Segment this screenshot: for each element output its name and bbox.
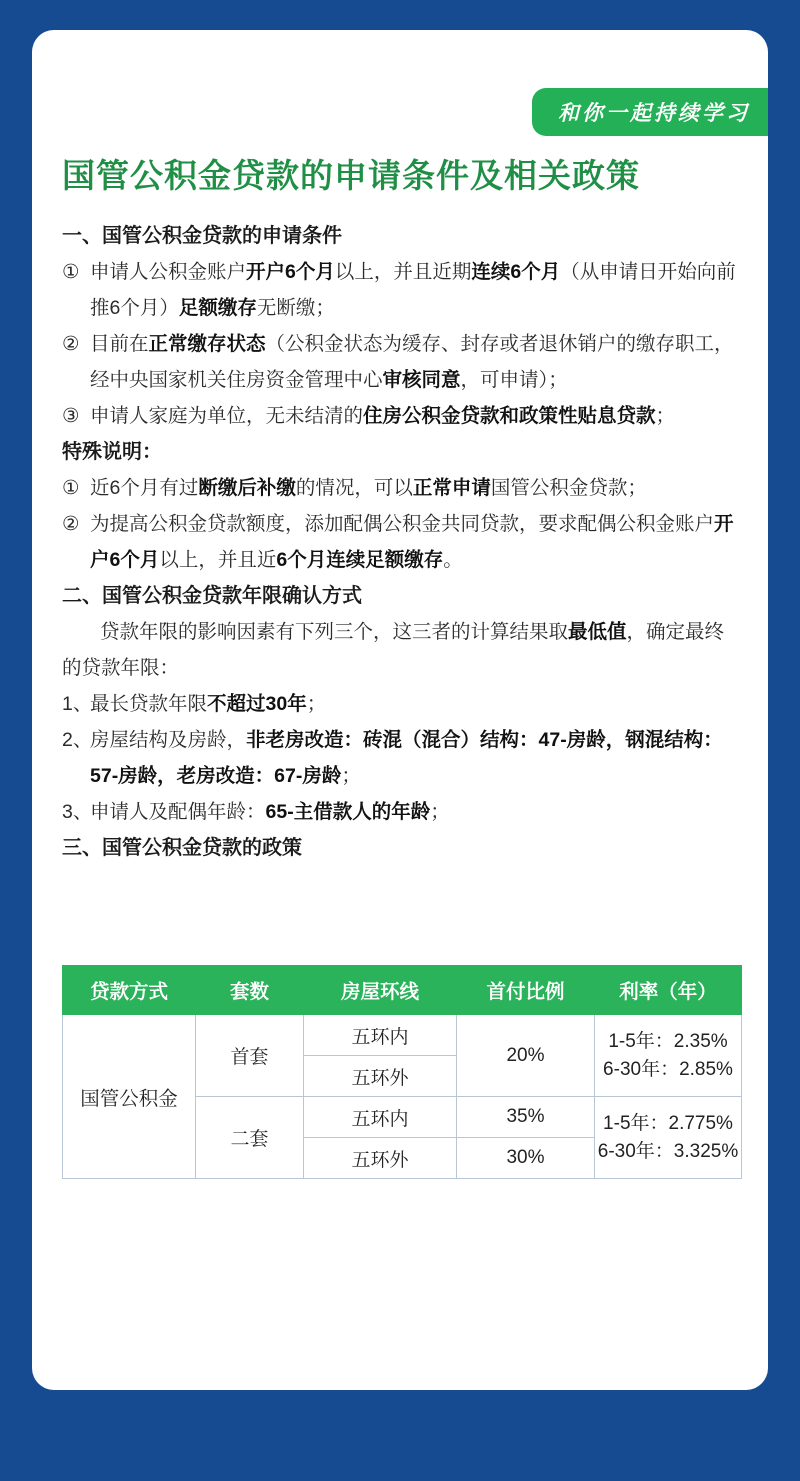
list-marker: ② [62,333,80,355]
table-header-row [63,966,742,1015]
down-payment-cell: 30% [457,1138,595,1179]
rate-line: 1-5年：2.35% [608,1030,728,1052]
list-marker: 2、 [62,729,93,751]
rate-cell [595,1015,742,1097]
table-header-cell: 贷款方式 [63,966,196,1015]
table-header-cell: 利率（年） [595,966,742,1015]
list-item [62,470,742,506]
ring-cell: 五环内 [304,1015,457,1056]
rate-line: 1-5年：2.775% [603,1112,733,1134]
list-item-text: 近6个月有过断缴后补缴的情况，可以正常申请国管公积金贷款； [90,477,647,499]
set-cell: 二套 [196,1097,304,1179]
page-title: 国管公积金贷款的申请条件及相关政策 [62,157,640,194]
table-header-cell: 首付比例 [457,966,595,1015]
section-heading-1: 一、国管公积金贷款的申请条件 [62,225,342,247]
list-marker: 1、 [62,693,93,715]
list-marker: ② [62,513,80,535]
list-item [62,794,742,830]
list-item [62,254,742,326]
ring-cell: 五环外 [304,1056,457,1097]
rate-line: 6-30年：3.325% [597,1140,739,1162]
rate-cell [595,1097,742,1179]
ring-cell: 五环内 [304,1097,457,1138]
list-item-text: 最长贷款年限不超过30年； [90,693,327,715]
list-item [62,506,742,578]
policy-table [62,965,742,1179]
table-header-cell: 房屋环线 [304,966,457,1015]
list-item-text: 目前在正常缴存状态（公积金状态为缓存、封存或者退休销户的缴存职工，经中央国家机关住房资金管理中心审核同意，可申请）； [90,333,734,391]
ribbon-banner [532,88,768,136]
list-marker: ① [62,261,80,283]
section-heading-3: 三、国管公积金贷款的政策 [62,837,302,859]
list-item [62,686,742,722]
list-item [62,398,742,434]
down-payment-cell: 35% [457,1097,595,1138]
special-note-heading: 特殊说明： [62,441,162,463]
list-item-text: 申请人家庭为单位，无未结清的住房公积金贷款和政策性贴息贷款； [90,405,676,427]
list-item [62,722,742,794]
poster-card [32,30,768,1390]
loan-type-cell: 国管公积金 [63,1015,196,1179]
article-body [62,218,742,866]
list-marker: ③ [62,405,80,427]
list-item-text: 申请人公积金账户开户6个月以上，并且近期连续6个月（从申请日开始向前推6个月）足额缴存无断缴； [90,261,736,319]
list-item-text: 申请人及配偶年龄：65-主借款人的年龄； [90,801,450,823]
table-row [63,1015,742,1056]
list-item-text: 为提高公积金贷款额度，添加配偶公积金共同贷款，要求配偶公积金账户开户6个月以上，并且近6个月连续足额缴存。 [90,513,734,571]
down-payment-cell: 20% [457,1015,595,1097]
section-2-intro: 贷款年限的影响因素有下列三个，这三者的计算结果取最低值，确定最终的贷款年限： [62,621,725,679]
ribbon-text: 和你一起持续学习 [532,88,768,136]
set-cell: 首套 [196,1015,304,1097]
rate-line: 6-30年：2.85% [603,1058,733,1080]
list-item-text: 房屋结构及房龄，非老房改造：砖混（混合）结构：47-房龄，钢混结构：57-房龄，老房改造：67-房龄； [90,729,723,787]
list-marker: 3、 [62,801,93,823]
ring-cell: 五环外 [304,1138,457,1179]
list-marker: ① [62,477,80,499]
list-item [62,326,742,398]
table-header-cell: 套数 [196,966,304,1015]
section-heading-2: 二、国管公积金贷款年限确认方式 [62,585,362,607]
